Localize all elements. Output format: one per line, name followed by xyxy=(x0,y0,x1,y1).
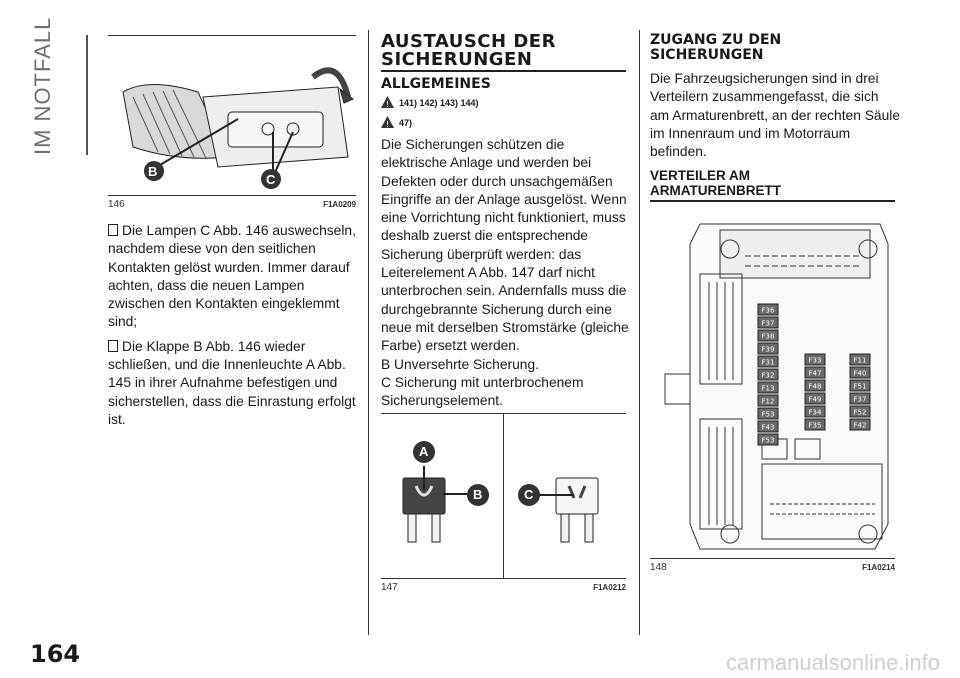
fuse-label: F38 xyxy=(761,332,775,341)
section-heading-fuses: AUSTAUSCH DER SICHERUNGEN xyxy=(381,31,556,70)
figure-146-label-b: B xyxy=(148,164,158,179)
page-number: 164 xyxy=(30,640,81,668)
instruction-item-2: Die Klappe B Abb. 146 wieder schließen, und die Innenleuchte A Abb. 145 in ihrer Aufnahme befestigen und sicherstellen, dass die Einrastung erfolgt ist. xyxy=(108,338,356,427)
fuse-label: F31 xyxy=(761,358,775,367)
section-title: IM NOTFALL xyxy=(30,16,55,155)
fuse-label: F43 xyxy=(761,423,775,432)
figure-148-number: 148 xyxy=(650,562,667,573)
figure-146-code: F1A0209 xyxy=(323,200,356,209)
fuse-label: F48 xyxy=(808,382,822,391)
subheading-general: ALLGEMEINES xyxy=(381,76,491,92)
section-heading-access: ZUGANG ZU DEN SICHERUNGEN xyxy=(650,32,782,63)
figure-147-label-b: B xyxy=(473,487,483,502)
fuse-label: F12 xyxy=(761,397,775,406)
fuse-label: F53 xyxy=(761,436,775,445)
figure-147-code: F1A0212 xyxy=(593,583,626,592)
fuse-label: F47 xyxy=(808,369,822,378)
checkbox-bullet-icon xyxy=(108,340,118,352)
column-divider-2 xyxy=(639,30,640,635)
fuses-body: Die Sicherungen schützen die elektrische Anlage und werden bei Defekten oder durch unsachgemäßen Eingriffe an der Anlage ausgelöst. Wenn eine Vorrichtung nicht funktioniert, muss deshalb zuerst die entsprechende Sicherung überprüft werden: das Leiterelement A Abb. 147 darf nicht unterbrochen sein. Andernfalls muss die durchgebrannte Sicherung durch eine neue mit derselben Stromstärke (gleiche Farbe) ersetzt werden. xyxy=(381,137,629,354)
access-body: Die Fahrzeugsicherungen sind in drei Verteilern zusammengefasst, die sich am Armaturenbrett, an der rechten Säule im Innenraum und im Motorraum befinden. xyxy=(650,71,901,160)
figure-148-code: F1A0214 xyxy=(862,563,895,572)
figure-148 xyxy=(650,204,895,574)
watermark: carmanualsonline.info xyxy=(725,650,940,675)
figure-146-illustration xyxy=(108,37,356,195)
legend-b: B Unversehrte Sicherung. xyxy=(381,356,539,372)
figure-148-illustration xyxy=(650,204,895,556)
figure-146-number: 146 xyxy=(108,199,125,210)
subheading-rule xyxy=(650,200,895,202)
svg-text:!: ! xyxy=(385,100,390,108)
fuse-label: F35 xyxy=(808,421,822,430)
fuse-label: F32 xyxy=(761,371,775,380)
column-1-text xyxy=(108,222,360,435)
figure-146 xyxy=(108,35,356,212)
fuse-label: F11 xyxy=(853,356,867,365)
figure-147-illustration xyxy=(381,414,626,578)
column-2-text xyxy=(381,136,633,410)
fuse-label: F36 xyxy=(761,306,775,315)
figure-146-label-c: C xyxy=(266,172,276,187)
fuse-label: F49 xyxy=(808,395,822,404)
subheading-dashboard: VERTEILER AM ARMATURENBRETT xyxy=(650,168,781,198)
warning-icon xyxy=(381,96,394,108)
legend-c: C Sicherung mit unterbrochenem Sicherungselement. xyxy=(381,374,584,409)
figure-147-label-c: C xyxy=(524,487,534,502)
fuse-label: F37 xyxy=(761,319,775,328)
fuse-label: F52 xyxy=(853,408,867,417)
checkbox-bullet-icon xyxy=(108,224,118,236)
figure-147 xyxy=(381,413,626,593)
warning-icon xyxy=(381,116,394,128)
sidebar-rule xyxy=(86,35,88,155)
instruction-item-1: Die Lampen C Abb. 146 auswechseln, nachdem diese von den seitlichen Kontakten gelöst wurden. Immer darauf achten, dass die neuen Lampen zwischen den Kontakten eingeklemmt sind; xyxy=(108,223,356,330)
fuse-label: F53 xyxy=(761,410,775,419)
fuse-label: F39 xyxy=(761,345,775,354)
fuse-label: F40 xyxy=(853,369,867,378)
fuse-label: F51 xyxy=(853,382,867,391)
figure-147-label-a: A xyxy=(419,444,429,459)
fuse-label: F13 xyxy=(761,384,775,393)
figure-147-number: 147 xyxy=(381,582,398,593)
fuse-label: F33 xyxy=(808,356,822,365)
column-divider-1 xyxy=(368,30,369,635)
fuse-label: F37 xyxy=(853,395,867,404)
fuse-label: F34 xyxy=(808,408,822,417)
fuse-label: F42 xyxy=(853,421,867,430)
heading-rule xyxy=(381,70,626,72)
svg-text:!: ! xyxy=(385,120,390,128)
